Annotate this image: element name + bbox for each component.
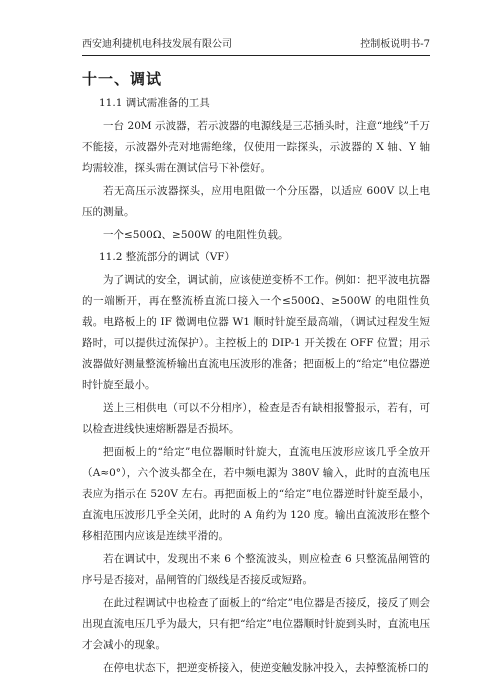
paragraph-oscilloscope: 一台 20M 示波器，若示波器的电源线是三芯插头时，注意“地线”千万不能接，示波器外壳对地需绝缘，仅使用一踪探头，示波器的 X 轴、Y 轴均需较准，探头需在测试信号下补偿好。 — [82, 120, 430, 174]
paragraph-waveform: 把面板上的“给定”电位器顺时针旋大，直流电压波形应该几乎全放开（A≈0°），六个波头都全在，若中频电源为 380V 输入，此时的直流电压表应为指示在 520V 左右。再把面板上的“给定”电位器逆时针旋至最小，直流电压波形几乎全关闭，此时的 A 角约为 120 度。输出直流波形在整个移相范围内应该是连续平滑的。 — [82, 446, 430, 542]
paragraph-resistive-load: 一个≤500Ω、≥500W 的电阻性负载。 — [103, 229, 289, 241]
page-header — [82, 38, 430, 56]
document-title: 控制板说明书-7 — [360, 39, 430, 50]
subsection-title-tools: 11.1 调试需准备的工具 — [99, 97, 210, 109]
paragraph-power-on: 送上三相供电（可以不分相序），检查是否有缺相报警报示，若有，可以检查进线快速熔断器是否损坏。 — [82, 402, 430, 435]
paragraph-safety: 为了调试的安全，调试前，应该使逆变桥不工作。例如：把平波电抗器的一端断开，再在整流桥直流口接入一个≤500Ω、≥500W 的电阻性负载。电路板上的 IF 微调电位器 W1 顺时针旋至最高端，（调试过程发生短路时，可以提供过流保护）。主控板上的 DIP-1 开关拨在 OFF 位置；用示波器做好测量整流桥输出直流电压波形的准备；把面板上的“给定”电位器逆时针旋至最小。 — [82, 274, 430, 391]
paragraph-voltage-divider: 若无高压示波器探头，应用电阻做一个分压器，以适应 600V 以上电压的测量。 — [82, 185, 430, 218]
subsection-title-rectifier: 11.2 整流部分的调试（VF） — [99, 251, 236, 263]
company-name: 西安迪利捷机电科技发展有限公司 — [82, 39, 232, 50]
page-content — [82, 68, 430, 681]
section-title: 十一、调试 — [82, 70, 163, 88]
paragraph-six-pulses: 若在调试中，发现出不来 6 个整流波头，则应检查 6 只整流晶闸管的序号是否接对，晶闸管的门级线是否接反或短路。 — [82, 553, 430, 586]
paragraph-inverter: 在停电状态下，把逆变桥接入，使逆变触发脉冲投入，去掉整流桥口的 — [103, 662, 429, 674]
paragraph-potentiometer: 在此过程调试中也检查了面板上的“给定”电位器是否接反，接反了则会出现直流电压几乎为最大，只有把“给定”电位器顺时针旋到头时，直流电压才会减小的现象。 — [82, 597, 430, 651]
